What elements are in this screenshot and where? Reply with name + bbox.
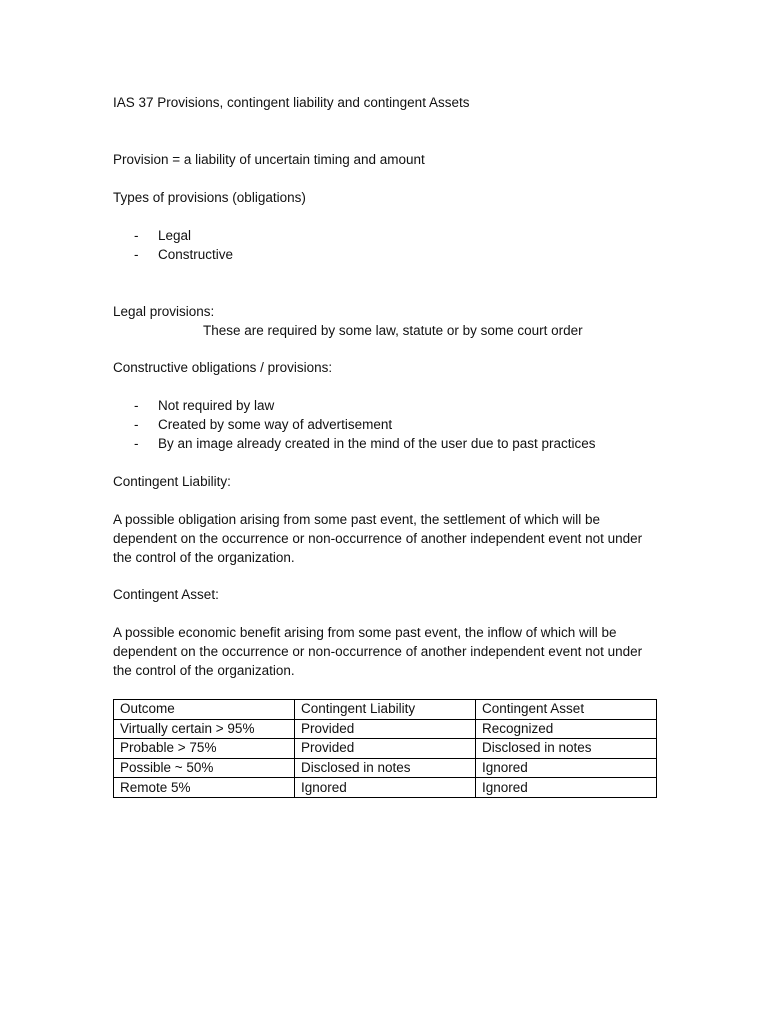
table-cell: Ignored: [476, 758, 657, 778]
contingent-liability-heading: Contingent Liability:: [113, 474, 231, 489]
table-cell: Ignored: [476, 778, 657, 798]
legal-heading: Legal provisions:: [113, 304, 215, 319]
table-header-row: [114, 700, 657, 720]
table-header-cell: Contingent Liability: [295, 700, 476, 720]
list-item: [134, 434, 596, 453]
bullet-marker: -: [134, 228, 139, 243]
contingent-liability-definition: A possible obligation arising from some past event, the settlement of which will be dependent on the occurrence or non-occurrence of another independent event not under the control of the organization.: [113, 512, 643, 565]
types-heading: Types of provisions (obligations): [113, 190, 306, 205]
table-cell: Provided: [295, 739, 476, 759]
table-cell: Remote 5%: [114, 778, 295, 798]
table-cell: Disclosed in notes: [476, 739, 657, 759]
contingent-asset-definition: A possible economic benefit arising from some past event, the inflow of which will be dependent on the occurrence or non-occurrence of another independent event not under the control of the organization.: [113, 625, 643, 678]
table-row: [114, 739, 657, 759]
table-header-cell: Contingent Asset: [476, 700, 657, 720]
list-item: [134, 396, 274, 415]
table-cell: Disclosed in notes: [295, 758, 476, 778]
list-item: [134, 245, 233, 264]
bullet-marker: -: [134, 247, 139, 262]
outcomes-table: [113, 699, 657, 798]
list-item: [134, 226, 191, 245]
table-cell: Provided: [295, 719, 476, 739]
table-cell: Probable > 75%: [114, 739, 295, 759]
list-item: [134, 415, 392, 434]
table-row: [114, 778, 657, 798]
bullet-marker: -: [134, 436, 139, 451]
bullet-marker: -: [134, 398, 139, 413]
table-cell: Recognized: [476, 719, 657, 739]
legal-text: These are required by some law, statute or by some court order: [203, 323, 583, 338]
table-cell: Ignored: [295, 778, 476, 798]
table-cell: Possible ~ 50%: [114, 758, 295, 778]
table-row: [114, 758, 657, 778]
document-title: IAS 37 Provisions, contingent liability and contingent Assets: [113, 95, 470, 110]
provision-definition: Provision = a liability of uncertain timing and amount: [113, 152, 425, 167]
contingent-asset-heading: Contingent Asset:: [113, 587, 219, 602]
table-header-cell: Outcome: [114, 700, 295, 720]
table-row: [114, 719, 657, 739]
list-item-text: Not required by law: [158, 398, 275, 413]
list-item-text: Constructive: [158, 247, 234, 262]
bullet-marker: -: [134, 417, 139, 432]
table-cell: Virtually certain > 95%: [114, 719, 295, 739]
constructive-heading: Constructive obligations / provisions:: [113, 360, 333, 375]
list-item-text: By an image already created in the mind of the user due to past practices: [158, 436, 596, 451]
list-item-text: Legal: [158, 228, 192, 243]
list-item-text: Created by some way of advertisement: [158, 417, 393, 432]
